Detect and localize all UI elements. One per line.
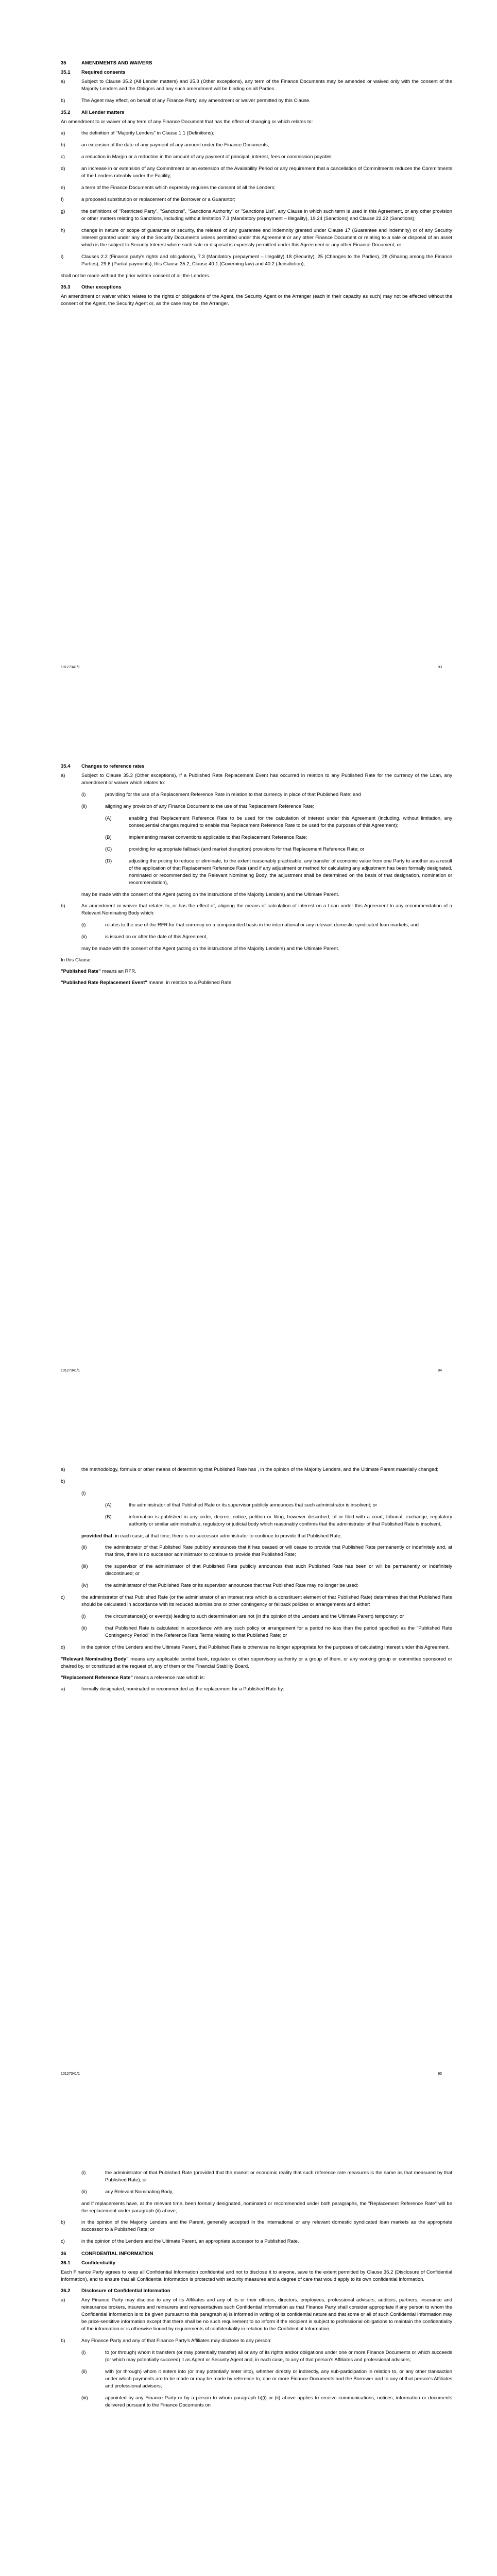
subsection-heading: 35.2 All Lender matters [61,110,125,115]
section-heading: 35 AMENDMENTS AND WAIVERS [61,60,152,66]
sub-clause: (ii) aligning any provision of any Finance Document to the use of that Replacement Reference Rate; [81,804,315,809]
clause: c) in the opinion of the Lenders and the Ultimate Parent, an appropriate successor to a Published Rate. [61,2239,299,2244]
clause: d) an increase in or extension of any Commitment or an extension of the Availability Period or any requirement that a cancellation of Commitments reduces the Commitments of the Lenders rateably under the Facility; [61,166,452,179]
clause: a) Subject to Clause 35.2 (All Lender matters) and 35.3 (Other exceptions), any term of the Finance Documents may be amended or waived only with the consent of the Majority Lenders and the Obligors and any such amendment will be binding on all Parties. [61,79,452,92]
sub-sub-clause: (B) implementing market conventions applicable to that Replacement Reference Rate; [105,835,307,840]
definition: "Published Rate" means an RFR. [61,969,136,974]
subsection-heading: 35.4 Changes to reference rates [61,764,145,769]
sub-clause: (iii) the supervisor of the administrator of that Published Rate publicly announces that such Published Rate has been or will be permanently or indefinitely discontinued; or [81,1564,452,1577]
subsection-heading: 36.1 Confidentiality [61,2260,115,2266]
sub-sub-clause: (A) enabling that Replacement Reference Rate to be used for the calculation of interest under this Agreement (including, without limitation, any consequential changes required to enable that Replacement Reference Rate to be used for the purposes of this Agreement); [105,816,452,828]
sub-clause: (i) providing for the use of a Replacement Reference Rate in relation to that currency in place of that Published Rate; and [81,792,361,798]
definition: "Replacement Reference Rate" means a reference rate which is: [61,1675,205,1681]
section-heading: 36 CONFIDENTIAL INFORMATION [61,2251,153,2257]
page-footer [61,1369,442,1372]
footer-doc-ref: 10127341/1 [61,1369,80,1372]
clause: b) Any Finance Party and any of that Finance Party's Affiliates may disclose to any person: [61,2338,272,2344]
clause: a) formally designated, nominated or recommended as the replacement for a Published Rate by: [61,1686,284,1692]
clause: b) [61,1479,65,1484]
paragraph: An amendment or waiver which relates to the rights or obligations of the Agent, the Security Agent or the Arranger (each in their capacity as such) may not be effected without the consent of the Agent, the Security Agent or, as the case may be, the Arranger. [61,294,452,307]
clause: i) Clauses 2.2 (Finance party's rights and obligations), 7.3 (Mandatory prepayment – Illegality) 18 (Security), 25 (Changes to the Parties), 28 (Sharing among the Finance Parties), 29.6 (Partial payments), this Clause 35.2, Clause 40.1 (Governing law) and 40.2 (Jurisdiction), [61,254,452,267]
clause: b) in the opinion of the Majority Lenders and the Parent, generally accepted in the international or any relevant domestic syndicated loan markets as the appropriate successor to a Published Rate; or [61,2219,452,2232]
subsection-heading: 35.3 Other exceptions [61,284,122,290]
paragraph: Each Finance Party agrees to keep all Confidential Information confidential and not to disclose it to anyone, save to the extent permitted by Clause 36.2 (Disclosure of Confidential Information), and to ensure that all Confidential Information is protected with security measures and a degree of care that would apply to its own confidential information. [61,2269,452,2282]
page-95 [0,1406,497,2110]
page-number: 93 [438,666,442,669]
footer-doc-ref: 10127341/1 [61,666,80,669]
clause: f) a proposed substitution or replacement of the Borrower or a Guarantor; [61,197,235,202]
sub-sub-clause: (B) information is published in any order, decree, notice, petition or filing, however described, of or filed with a court, tribunal, exchange, regulatory authority or similar administrative, regulatory or judicial body which reasonably confirms that the administrator of that Published Rate is insolvent, [105,1514,452,1527]
subsection-heading: 36.2 Disclosure of Confidential Information [61,2288,170,2294]
page-body [61,60,452,312]
sub-clause: (ii) that Published Rate is calculated in accordance with any such policy or arrangement for a period no less than the period specified as the "Published Rate Contingency Period" in the Reference Rate Terms relating to that Published Rate; or [81,1625,452,1638]
clause: g) the definitions of "Restricted Party", "Sanctions", "Sanctions Authority" or "Sanctions List", any Clause in which such term is used in this Agreement, or any other provision or other matters relating to Sanctions, including without limitation 7.3 (Mandatory prepayment – Illegality), 19.24 (Sanctions) and Clause 22.22 (Sanctions); [61,209,452,222]
page-96 [0,2110,497,2576]
sub-clause: (i) to (or through) whom it transfers (or may potentially transfer) all or any of its rights and/or obligations under one or more Finance Documents or which succeeds (or which may potentially succeed) it as Agent or Security Agent and, in each case, to any of that person's Affiliates and professional advisers; [81,2350,452,2363]
clause: c) the administrator of that Published Rate (or the administrator of an interest rate which is a constituent element of that Published Rate) determines that that Published Rate should be calculated in accordance with its reduced submissions or other contingency or fallback policies or arrangements and either: [61,1595,452,1607]
clause: d) in the opinion of the Lenders and the Ultimate Parent, that Published Rate is otherwise no longer appropriate for the purposes of calculating interest under this Agreement. [61,1645,450,1650]
sub-clause: (ii) with (or through) whom it enters into (or may potentially enter into), whether directly or indirectly, any sub-participation in relation to, or any other transaction under which payments are to be made or may be made by reference to, one or more Finance Documents and the Borrower and to any of that person's Affiliates and professional advisers; [81,2369,452,2389]
clause: e) a term of the Finance Documents which expressly requires the consent of all the Lenders; [61,185,276,191]
page-93 [0,0,497,703]
sub-clause: (i) the administrator of that Published Rate (provided that the market or economic reality that such reference rate measures is the same as that measured by that Published Rate); or [81,2170,452,2183]
clause: b) an extension of the date of any payment of any amount under the Finance Documents; [61,142,269,148]
subsection-heading: 35.1 Required consents [61,70,126,75]
sub-clause: (ii) the administrator of that Published Rate publicly announces that it has ceased or will cease to provide that Published Rate permanently or indefinitely and, at that time, there is no successor administrator to continue to provide that Published Rate; [81,1545,452,1557]
page-number: 94 [438,1369,442,1372]
page-number: 95 [438,2072,442,2076]
paragraph: shall not be made without the prior written consent of all the Lenders. [61,273,210,279]
sub-clause: (i) [81,1490,86,1496]
clause: a) the methodology, formula or other means of determining that Published Rate has , in the opinion of the Majority Lenders, and the Ultimate Parent materially changed; [61,1467,439,1472]
sub-sub-clause: (C) providing for appropriate fallback (and market disruption) provisions for that Replacement Reference Rate; or [105,846,365,852]
page-body [61,2170,452,2414]
sub-clause: (ii) is issued on or after the date of this Agreement, [81,934,208,940]
definition: "Relevant Nominating Body" means any applicable central bank, regulator or other supervisory authority or a group of them, or any working group or committee sponsored or chaired by, or constituted at the request of, any of them or the Financial Stability Board. [61,1656,452,1669]
paragraph: and if replacements have, at the relevant time, been formally designated, nominated or recommended under both paragraphs, the "Replacement Reference Rate" will be the replacement under paragraph (ii) above; [81,2201,452,2214]
paragraph: An amendment to or waiver of any term of any Finance Document that has the effect of changing or which relates to: [61,119,313,125]
sub-sub-clause: (D) adjusting the pricing to reduce or eliminate, to the extent reasonably practicable, any transfer of economic value from one Party to another as a result of the application of that Replacement Reference Rate (and if any adjustment or method for calculating any adjustment has been formally designated, nominated or recommended by the Relevant Nominating Body, the adjustment shall be determined on the basis of that designation, nomination or recommendation), [105,858,452,886]
paragraph: may be made with the consent of the Agent (acting on the instructions of the Majority Lenders) and the Ultimate Parent. [81,946,339,952]
clause: b) An amendment or waiver that relates to, or has the effect of, aligning the means of calculation of interest on a Loan under this Agreement to any recommendation of a Relevant Nominating Body which: [61,903,452,916]
sub-clause: (i) the circumstance(s) or event(s) leading to such determination are not (in the opinion of the Lenders and the Ultimate Parent) temporary; or [81,1614,404,1619]
page-footer [61,666,442,669]
sub-clause: (i) relates to the use of the RFR for that currency on a compounded basis in the international or any relevant domestic syndicated loan markets; and [81,922,419,928]
paragraph: provided that, in each case, at that time, there is no successor administrator to continue to provide that Published Rate; [81,1533,342,1539]
clause: c) a reduction in Margin or a reduction in the amount of any payment of principal, interest, fees or commission payable; [61,154,333,160]
page-body [61,1466,452,1698]
page-body [61,763,452,991]
sub-clause: (iv) the administrator of that Published Rate or its supervisor announces that that Published Rate may no longer be used; [81,1583,358,1588]
clause: a) Any Finance Party may disclose to any of its Affiliates and any of its or their officers, directors, employees, professional advisers, auditors, partners, insurance and reinsurance brokers, insurers and reinsurers and representatives such Confidential Information as that Finance Party shall consider appropriate if any person to whom the Confidential Information is to be given pursuant to this paragraph a) is informed in writing of its confidential nature and that some or all of such Confidential Information may be price-sensitive information except that there shall be no such requirement to so inform if the recipient is subject to professional obligations to maintain the confidentiality of the information or is otherwise bound by requirements of confidentiality in relation to the Confidential Information; [61,2297,452,2332]
page-footer [61,2072,442,2076]
clause: a) Subject to Clause 35.3 (Other exceptions), if a Published Rate Replacement Event has occurred in relation to any Published Rate for the currency of the Loan, any amendment or waiver which relates to: [61,773,452,786]
clause: a) the definition of "Majority Lenders" in Clause 1.1 (Definitions); [61,130,215,136]
page-94 [0,703,497,1406]
clause: h) change in nature or scope of guarantee or security, the release of any guarantee and indemnity granted under Clause 17 (Guarantee and indemnity) or of any Security Interest granted under any of the Security Documents unless permitted under this Agreement or any other Finance Document or relating to a sale or disposal of an asset which is the subject to Security Interest where such sale or disposal is expressly permitted under this Agreement or any other Finance Document; or [61,228,452,248]
sub-clause: (iii) appointed by any Finance Party or by a person to whom paragraph b)(i) or (ii) above applies to receive communications, notices, information or documents delivered pursuant to the Finance Documents on [81,2395,452,2408]
paragraph: In this Clause: [61,957,92,963]
paragraph: may be made with the consent of the Agent (acting on the instructions of the Majority Lenders) and the Ultimate Parent. [81,892,339,897]
definition: "Published Rate Replacement Event" means, in relation to a Published Rate: [61,980,233,986]
clause: b) The Agent may effect, on behalf of any Finance Party, any amendment or waiver permitted by this Clause. [61,98,311,104]
sub-clause: (ii) any Relevant Nominating Body, [81,2189,174,2195]
footer-doc-ref: 10127341/1 [61,2072,80,2076]
sub-sub-clause: (A) the administrator of that Published Rate or its supervisor publicly announces that such administrator is insolvent; or [105,1502,378,1508]
